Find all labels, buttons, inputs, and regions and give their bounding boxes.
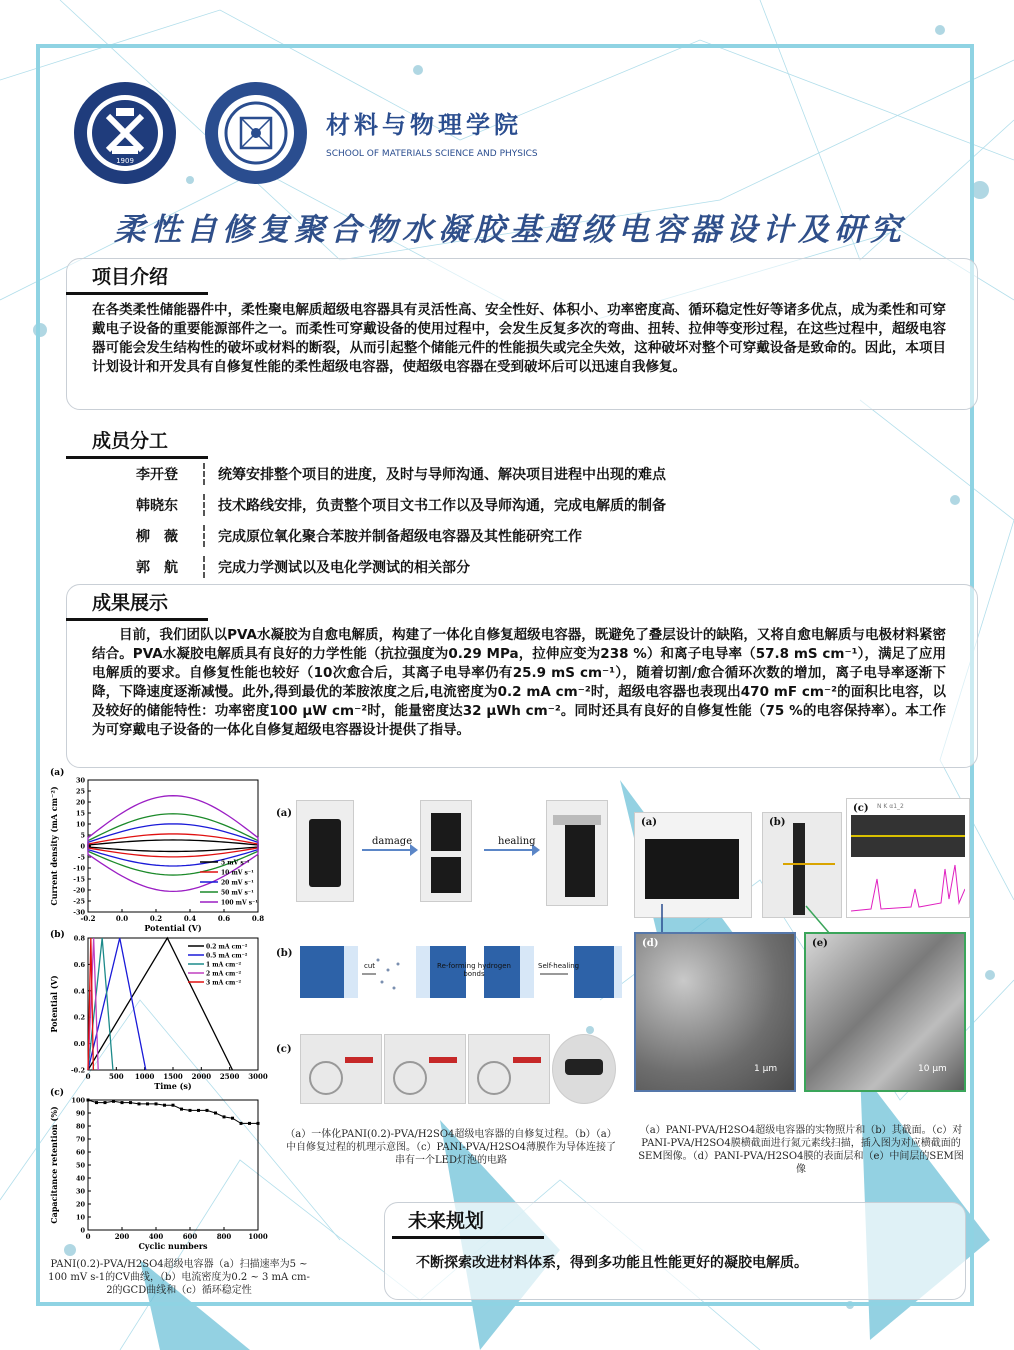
sem-surface-image bbox=[634, 932, 796, 1092]
member-divider bbox=[203, 556, 205, 578]
retention-point bbox=[87, 1099, 90, 1102]
y-tick-label: 10 bbox=[75, 820, 85, 829]
legend-label: 3 mA cm⁻² bbox=[206, 979, 242, 987]
right-panel-d-label: (d) bbox=[642, 938, 659, 949]
x-tick-label: 0.2 bbox=[149, 914, 163, 923]
x-tick-label: -0.2 bbox=[80, 914, 96, 923]
right-figure-caption: （a）PANI-PVA/H2SO4超级电容器的实物照片和（b）其截面。（c）对PANI-PVA/H2SO4膜横截面进行氮元素线扫描，插入图为对应横截面的SEM图像。（d）PANI-PVA/H2SO4膜的表面层和（e）中间层的SEM图像 bbox=[638, 1125, 964, 1175]
x-tick-label: 0.8 bbox=[251, 914, 265, 923]
x-tick-label: 200 bbox=[114, 1232, 130, 1241]
retention-point bbox=[240, 1122, 243, 1125]
y-tick-label: -30 bbox=[73, 908, 85, 917]
future-heading-text: 未来规划 bbox=[408, 1210, 485, 1232]
logo-year: 1909 bbox=[116, 157, 134, 165]
cv-curve bbox=[88, 796, 258, 892]
retention-point bbox=[172, 1104, 175, 1107]
y-tick-label: 15 bbox=[75, 809, 85, 818]
retention-point bbox=[180, 1108, 183, 1111]
y-tick-label: -10 bbox=[73, 864, 85, 873]
intro-text: 在各类柔性储能器件中，柔性聚电解质超级电容器具有灵活性高、安全性好、体积小、功率密度高、循环稳定性好等诸多优点，成为柔性和可穿戴电子设备的重要能源部件之一。而柔性可穿戴设备的使用过程中，会发生反复多次的弯曲、扭转、拉伸等变形过程，在这些过程中，超级电容器可能会发生结构性的破坏或材料的断裂，从而引起整个储能元件的性能损失或完全失效，这种破坏对整个可穿戴设备是致命的。因此，本项目计划设计和开发具有自修复性能的柔性超级电容器，使超级电容器在受到破坏后可以迅速自我修复。 bbox=[92, 302, 946, 375]
retention-point bbox=[112, 1100, 115, 1103]
retention-point bbox=[104, 1101, 107, 1104]
university-logo bbox=[72, 80, 178, 186]
right-panel-e-label: (e) bbox=[812, 938, 828, 949]
cycle-chart bbox=[48, 1086, 270, 1256]
left-figure-caption: PANI(0.2)-PVA/H2SO4超级电容器（a）扫描速率为5 ~ 100 mV s-1的CV曲线，（b）电流密度为0.2 ~ 3 mA cm-2的GCD曲线和（c）循环稳定性 bbox=[48, 1259, 310, 1296]
cv-curve bbox=[88, 840, 258, 851]
y-tick-label: 80 bbox=[75, 1122, 85, 1131]
gcd-chart bbox=[48, 928, 270, 1100]
heading-underline bbox=[66, 456, 208, 459]
sem-middle-image bbox=[804, 932, 966, 1092]
mid-photo-original bbox=[296, 800, 354, 902]
members-heading-text: 成员分工 bbox=[92, 430, 169, 452]
legend-label: 50 mV s⁻¹ bbox=[221, 889, 254, 897]
y-tick-label: 40 bbox=[75, 1174, 85, 1183]
healing-label: healing bbox=[498, 836, 536, 847]
results-heading-text: 成果展示 bbox=[92, 592, 169, 614]
member-divider bbox=[203, 525, 205, 547]
x-tick-label: 0.6 bbox=[217, 914, 231, 923]
y-tick-label: 20 bbox=[75, 798, 85, 807]
x-tick-label: 0.0 bbox=[115, 914, 129, 923]
y-tick-label: 20 bbox=[75, 1200, 85, 1209]
members-heading bbox=[92, 426, 168, 457]
y-tick-label: 0 bbox=[80, 1226, 85, 1235]
member-task: 完成原位氧化聚合苯胺并制备超级电容器及其性能研究工作 bbox=[218, 529, 582, 545]
legend-label: 10 mV s⁻¹ bbox=[221, 869, 254, 877]
cv-chart bbox=[48, 766, 270, 944]
x-tick-label: 1500 bbox=[163, 1072, 183, 1081]
y-tick-label: 25 bbox=[75, 787, 85, 796]
y-tick-label: -25 bbox=[73, 897, 85, 906]
cut-label: cut bbox=[364, 962, 376, 970]
led-circuit-photo-2 bbox=[384, 1034, 466, 1104]
x-tick-label: 2500 bbox=[219, 1072, 240, 1081]
legend-label: 100 mV s⁻¹ bbox=[221, 899, 258, 907]
member-task: 统筹安排整个项目的进度，及时与导师沟通、解决项目进程中出现的难点 bbox=[218, 467, 666, 483]
y-tick-label: 0.8 bbox=[73, 934, 85, 943]
member-task: 完成力学测试以及电化学测试的相关部分 bbox=[218, 560, 470, 576]
y-tick-label: 5 bbox=[80, 831, 85, 840]
y-axis-label: Potential (V) bbox=[49, 975, 59, 1033]
retention-line bbox=[88, 1100, 258, 1123]
intro-heading-text: 项目介绍 bbox=[92, 266, 169, 288]
panel-label: (b) bbox=[50, 930, 65, 940]
retention-point bbox=[223, 1115, 226, 1118]
led-circuit-photo-3 bbox=[468, 1034, 550, 1104]
y-tick-label: -0.2 bbox=[70, 1066, 85, 1075]
retention-point bbox=[129, 1101, 132, 1104]
x-axis-label: Cyclic numbers bbox=[138, 1241, 208, 1251]
x-axis-label: Potential (V) bbox=[144, 923, 202, 933]
x-tick-label: 800 bbox=[216, 1232, 232, 1241]
mid-photo-damaged bbox=[420, 800, 472, 902]
x-axis-label: Time (s) bbox=[154, 1081, 192, 1091]
x-tick-label: 2000 bbox=[191, 1072, 212, 1081]
member-task: 技术路线安排，负责整个项目文书工作以及导师沟通，完成电解质的制备 bbox=[218, 498, 666, 514]
y-tick-label: 30 bbox=[75, 776, 85, 785]
scale-bar-d: 1 μm bbox=[754, 1064, 778, 1074]
y-tick-label: 70 bbox=[75, 1135, 85, 1144]
line-scan-title: N K α1_2 bbox=[877, 803, 904, 810]
selfheal-label: Self-healing bbox=[538, 962, 580, 970]
heading-underline bbox=[66, 618, 208, 621]
retention-point bbox=[248, 1122, 251, 1125]
scale-bar-e: 10 μm bbox=[918, 1064, 947, 1074]
retention-point bbox=[231, 1117, 234, 1120]
school-logo bbox=[203, 80, 309, 186]
retention-point bbox=[206, 1109, 209, 1112]
mid-panel-a-label: (a) bbox=[276, 808, 292, 819]
school-name-en: SCHOOL OF MATERIALS SCIENCE AND PHYSICS bbox=[326, 149, 538, 159]
y-tick-label: 10 bbox=[75, 1213, 85, 1222]
reform-label: Re-forming hydrogen bonds bbox=[437, 962, 511, 978]
line-scan-plot bbox=[846, 798, 970, 918]
damage-label: damage bbox=[372, 836, 413, 847]
legend-label: 20 mV s⁻¹ bbox=[221, 879, 254, 887]
retention-point bbox=[121, 1101, 124, 1104]
retention-point bbox=[155, 1102, 158, 1105]
retention-point bbox=[197, 1109, 200, 1112]
retention-point bbox=[95, 1101, 98, 1104]
x-tick-label: 400 bbox=[148, 1232, 164, 1241]
retention-point bbox=[214, 1112, 217, 1115]
middle-figure-caption: （a）一体化PANI(0.2)-PVA/H2SO4超级电容器的自修复过程。（b）（a）中自修复过程的机理示意图。（c）PANI-PVA/H2SO4薄膜作为导体连接了串有一个LED灯泡的电路 bbox=[285, 1129, 617, 1166]
retention-point bbox=[189, 1109, 192, 1112]
y-tick-label: 50 bbox=[75, 1161, 85, 1170]
retention-point bbox=[138, 1102, 141, 1105]
legend-label: 2 mA cm⁻² bbox=[206, 970, 242, 978]
poster-title: 柔性自修复聚合物水凝胶基超级电容器设计及研究 bbox=[114, 212, 906, 248]
y-tick-label: 0.6 bbox=[73, 960, 85, 969]
x-tick-label: 0.4 bbox=[183, 914, 197, 923]
led-circuit-photo-1 bbox=[300, 1034, 382, 1104]
x-tick-label: 0 bbox=[85, 1232, 91, 1241]
x-tick-label: 1000 bbox=[248, 1232, 268, 1241]
legend-label: 5 mV s⁻¹ bbox=[221, 859, 250, 867]
y-axis-label: Current density (mA cm⁻²) bbox=[49, 786, 59, 906]
mid-panel-c-label: (c) bbox=[276, 1044, 292, 1055]
legend-label: 0.2 mA cm⁻² bbox=[206, 943, 248, 951]
retention-point bbox=[146, 1102, 149, 1105]
member-name: 李开登 bbox=[136, 467, 178, 483]
mid-photo-healed bbox=[546, 800, 608, 906]
x-tick-label: 600 bbox=[182, 1232, 198, 1241]
retention-point bbox=[163, 1104, 166, 1107]
member-name: 柳 薇 bbox=[136, 529, 178, 545]
right-panel-a-label: (a) bbox=[641, 817, 657, 828]
future-heading bbox=[408, 1206, 484, 1237]
x-tick-label: 0 bbox=[85, 1072, 91, 1081]
legend-label: 1 mA cm⁻² bbox=[206, 961, 242, 969]
led-circuit-zoom bbox=[552, 1034, 616, 1104]
y-tick-label: 0.4 bbox=[73, 987, 85, 996]
heading-underline bbox=[392, 1236, 544, 1239]
y-tick-label: -5 bbox=[77, 853, 85, 862]
results-heading bbox=[92, 588, 168, 619]
y-axis-label: Capacitance retention (%) bbox=[49, 1106, 59, 1224]
member-divider bbox=[203, 494, 205, 516]
x-tick-label: 3000 bbox=[248, 1072, 268, 1081]
member-name: 韩晓东 bbox=[136, 498, 178, 514]
school-name-cn: 材料与物理学院 bbox=[326, 111, 522, 139]
panel-label: (a) bbox=[50, 768, 65, 778]
right-panel-c-label: (c) bbox=[853, 803, 869, 814]
intro-heading bbox=[92, 262, 168, 293]
mid-panel-b-label: (b) bbox=[276, 948, 293, 959]
x-tick-label: 1000 bbox=[134, 1072, 155, 1081]
member-divider bbox=[203, 463, 205, 485]
future-text: 不断探索改进材料体系，得到多功能且性能更好的凝胶电解质。 bbox=[416, 1255, 808, 1271]
panel-label: (c) bbox=[50, 1088, 64, 1098]
y-tick-label: 0 bbox=[80, 842, 85, 851]
y-tick-label: -15 bbox=[73, 875, 85, 884]
y-tick-label: 30 bbox=[75, 1187, 85, 1196]
y-tick-label: 0.2 bbox=[73, 1013, 85, 1022]
legend-label: 0.5 mA cm⁻² bbox=[206, 952, 248, 960]
y-tick-label: 0.0 bbox=[73, 1040, 85, 1049]
right-panel-b-label: (b) bbox=[769, 817, 786, 828]
retention-point bbox=[257, 1122, 260, 1125]
x-tick-label: 500 bbox=[109, 1072, 124, 1081]
y-tick-label: 100 bbox=[71, 1096, 85, 1105]
gcd-curve bbox=[88, 938, 146, 1070]
member-name: 郭 航 bbox=[136, 560, 178, 576]
y-tick-label: -20 bbox=[73, 886, 85, 895]
heading-underline bbox=[66, 292, 208, 295]
y-tick-label: 90 bbox=[75, 1109, 85, 1118]
y-tick-label: 60 bbox=[75, 1148, 85, 1157]
results-text: 目前，我们团队以PVA水凝胶为自愈电解质，构建了一体化自修复超级电容器，既避免了叠层设计的缺陷，又将自愈电解质与电极材料紧密结合。PVA水凝胶电解质具有良好的力学性能（抗拉强度为0.29 MPa，拉伸应变为238 %）和离子电导率（57.8 mS cm⁻¹），满足了应用电解质的要求。自修复性能也较好（10次愈合后，其离子电导率仍有25.9 mS cm⁻¹），随着切割/愈合循环次数的增加，离子电导率逐渐下降，下降速度逐渐减慢。此外,得到最优的苯胺浓度之后,电流密度为0.2 mA cm⁻²时，超级电容器也表现出470 mF cm⁻²的面积比电容，以及较好的储能特性：功率密度100 μW cm⁻²时，能量密度达32 μWh cm⁻²。同时还具有良好的自修复性能（75 %的电容保持率）。本工作为可穿戴电子设备的一体化自修复超级电容器设计提供了指导。 bbox=[92, 627, 946, 738]
cv-curve bbox=[88, 834, 258, 857]
